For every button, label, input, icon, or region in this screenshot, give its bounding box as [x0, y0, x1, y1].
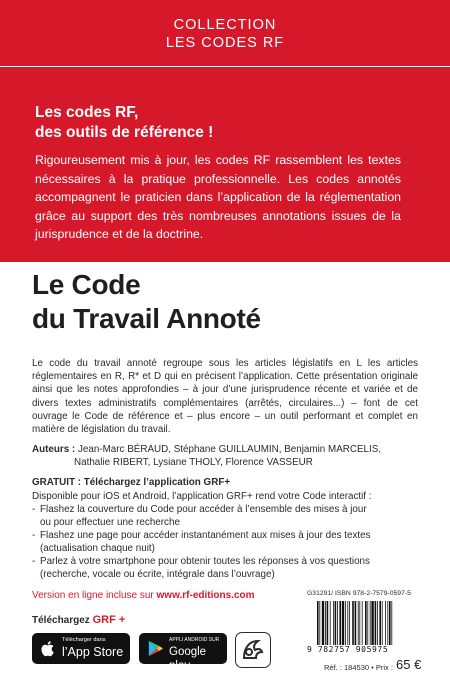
- feature-list: [32, 504, 422, 581]
- collection-name: LES CODES RF: [165, 35, 285, 51]
- list-item-continuation: (recherche, vocale ou écrite, intégrale dans l’ouvrage): [40, 568, 275, 580]
- google-play-big-text: Google play: [169, 646, 207, 672]
- isbn-codes: G31291/ ISBN 978-2-7579-0597-5: [307, 590, 411, 597]
- list-item: - Flashez la couverture du Code pour accéder à l’ensemble des mises à jour: [32, 504, 422, 517]
- title-line2: du Travail Annoté: [32, 303, 261, 334]
- reference-price-label: Réf. : 184530 • Prix :: [324, 663, 393, 672]
- apple-icon: [39, 639, 58, 658]
- app-store-big-text: l’App Store: [62, 645, 124, 659]
- red-header-band: [0, 0, 450, 262]
- book-title: [32, 268, 261, 336]
- online-version: [32, 590, 255, 601]
- headline: [35, 103, 213, 143]
- google-play-small-text: APPLI ANDROID SUR: [169, 637, 220, 643]
- google-play-icon: [146, 639, 165, 658]
- authors-line2: Nathalie RIBERT, Lysiane THOLY, Florence VASSEUR: [74, 457, 313, 469]
- headline-line1: Les codes RF,: [35, 104, 139, 121]
- download-text: Téléchargez: [32, 615, 93, 626]
- publisher-logo-icon: [235, 632, 271, 668]
- authors: [32, 443, 422, 469]
- collection-description: Rigoureusement mis à jour, les codes RF rassemblent les textes nécessaires à la pratique professionnelle. Les codes annotés accompagnent le praticien dans l’application de la réglementation grâce au support des très nombreuses annotations issues de la jurisprudence et de la doctrine.: [35, 153, 401, 241]
- download-label: [32, 614, 125, 626]
- barcode-digits: 9 782757 905975: [307, 645, 389, 654]
- app-store-small-text: Télécharger dans: [62, 637, 106, 643]
- google-play-badge[interactable]: [139, 633, 227, 672]
- header-divider: [0, 66, 450, 67]
- app-store-badge[interactable]: [32, 633, 130, 664]
- book-description: Le code du travail annoté regroupe sous les articles législatifs en L les articles réglementaires en R, R* et D qui en précisent l’application. Cette présentation originale ainsi que les notes approfondies – à jour d’une jurisprudence récente et variée et de divers textes administratifs complémentaires (arrêtés, circulaires...) – font de cet ouvrage le Code de référence et – plus encore – un outil performant et complet en matière de législation du travail.: [32, 358, 418, 436]
- title-line1: Le Code: [32, 269, 141, 300]
- collection-label: COLLECTION: [173, 17, 277, 33]
- price: 65 €: [396, 657, 422, 672]
- list-item-continuation: (actualisation chaque nuit): [40, 542, 155, 554]
- list-item: - Parlez à votre smartphone pour obtenir toutes les réponses à vos questions: [32, 556, 422, 569]
- website-link[interactable]: www.rf-editions.com: [156, 590, 255, 601]
- online-text: Version en ligne incluse sur: [32, 590, 157, 601]
- grf-brand: GRF +: [92, 614, 126, 626]
- list-item: - Flashez une page pour accéder instantanément aux mises à jour des textes: [32, 530, 422, 543]
- list-item-continuation: ou pour effectuer une recherche: [40, 516, 180, 528]
- barcode: [317, 601, 421, 645]
- authors-label: Auteurs :: [32, 444, 76, 455]
- headline-line2: des outils de référence !: [35, 124, 214, 141]
- free-app-intro: Disponible pour iOS et Android, l’application GRF+ rend votre Code interactif :: [32, 491, 372, 502]
- authors-line1: Jean-Marc BÉRAUD, Stéphane GUILLAUMIN, Benjamin MARCELIS,: [77, 444, 382, 455]
- free-app-title: GRATUIT : Téléchargez l’application GRF+: [32, 477, 231, 488]
